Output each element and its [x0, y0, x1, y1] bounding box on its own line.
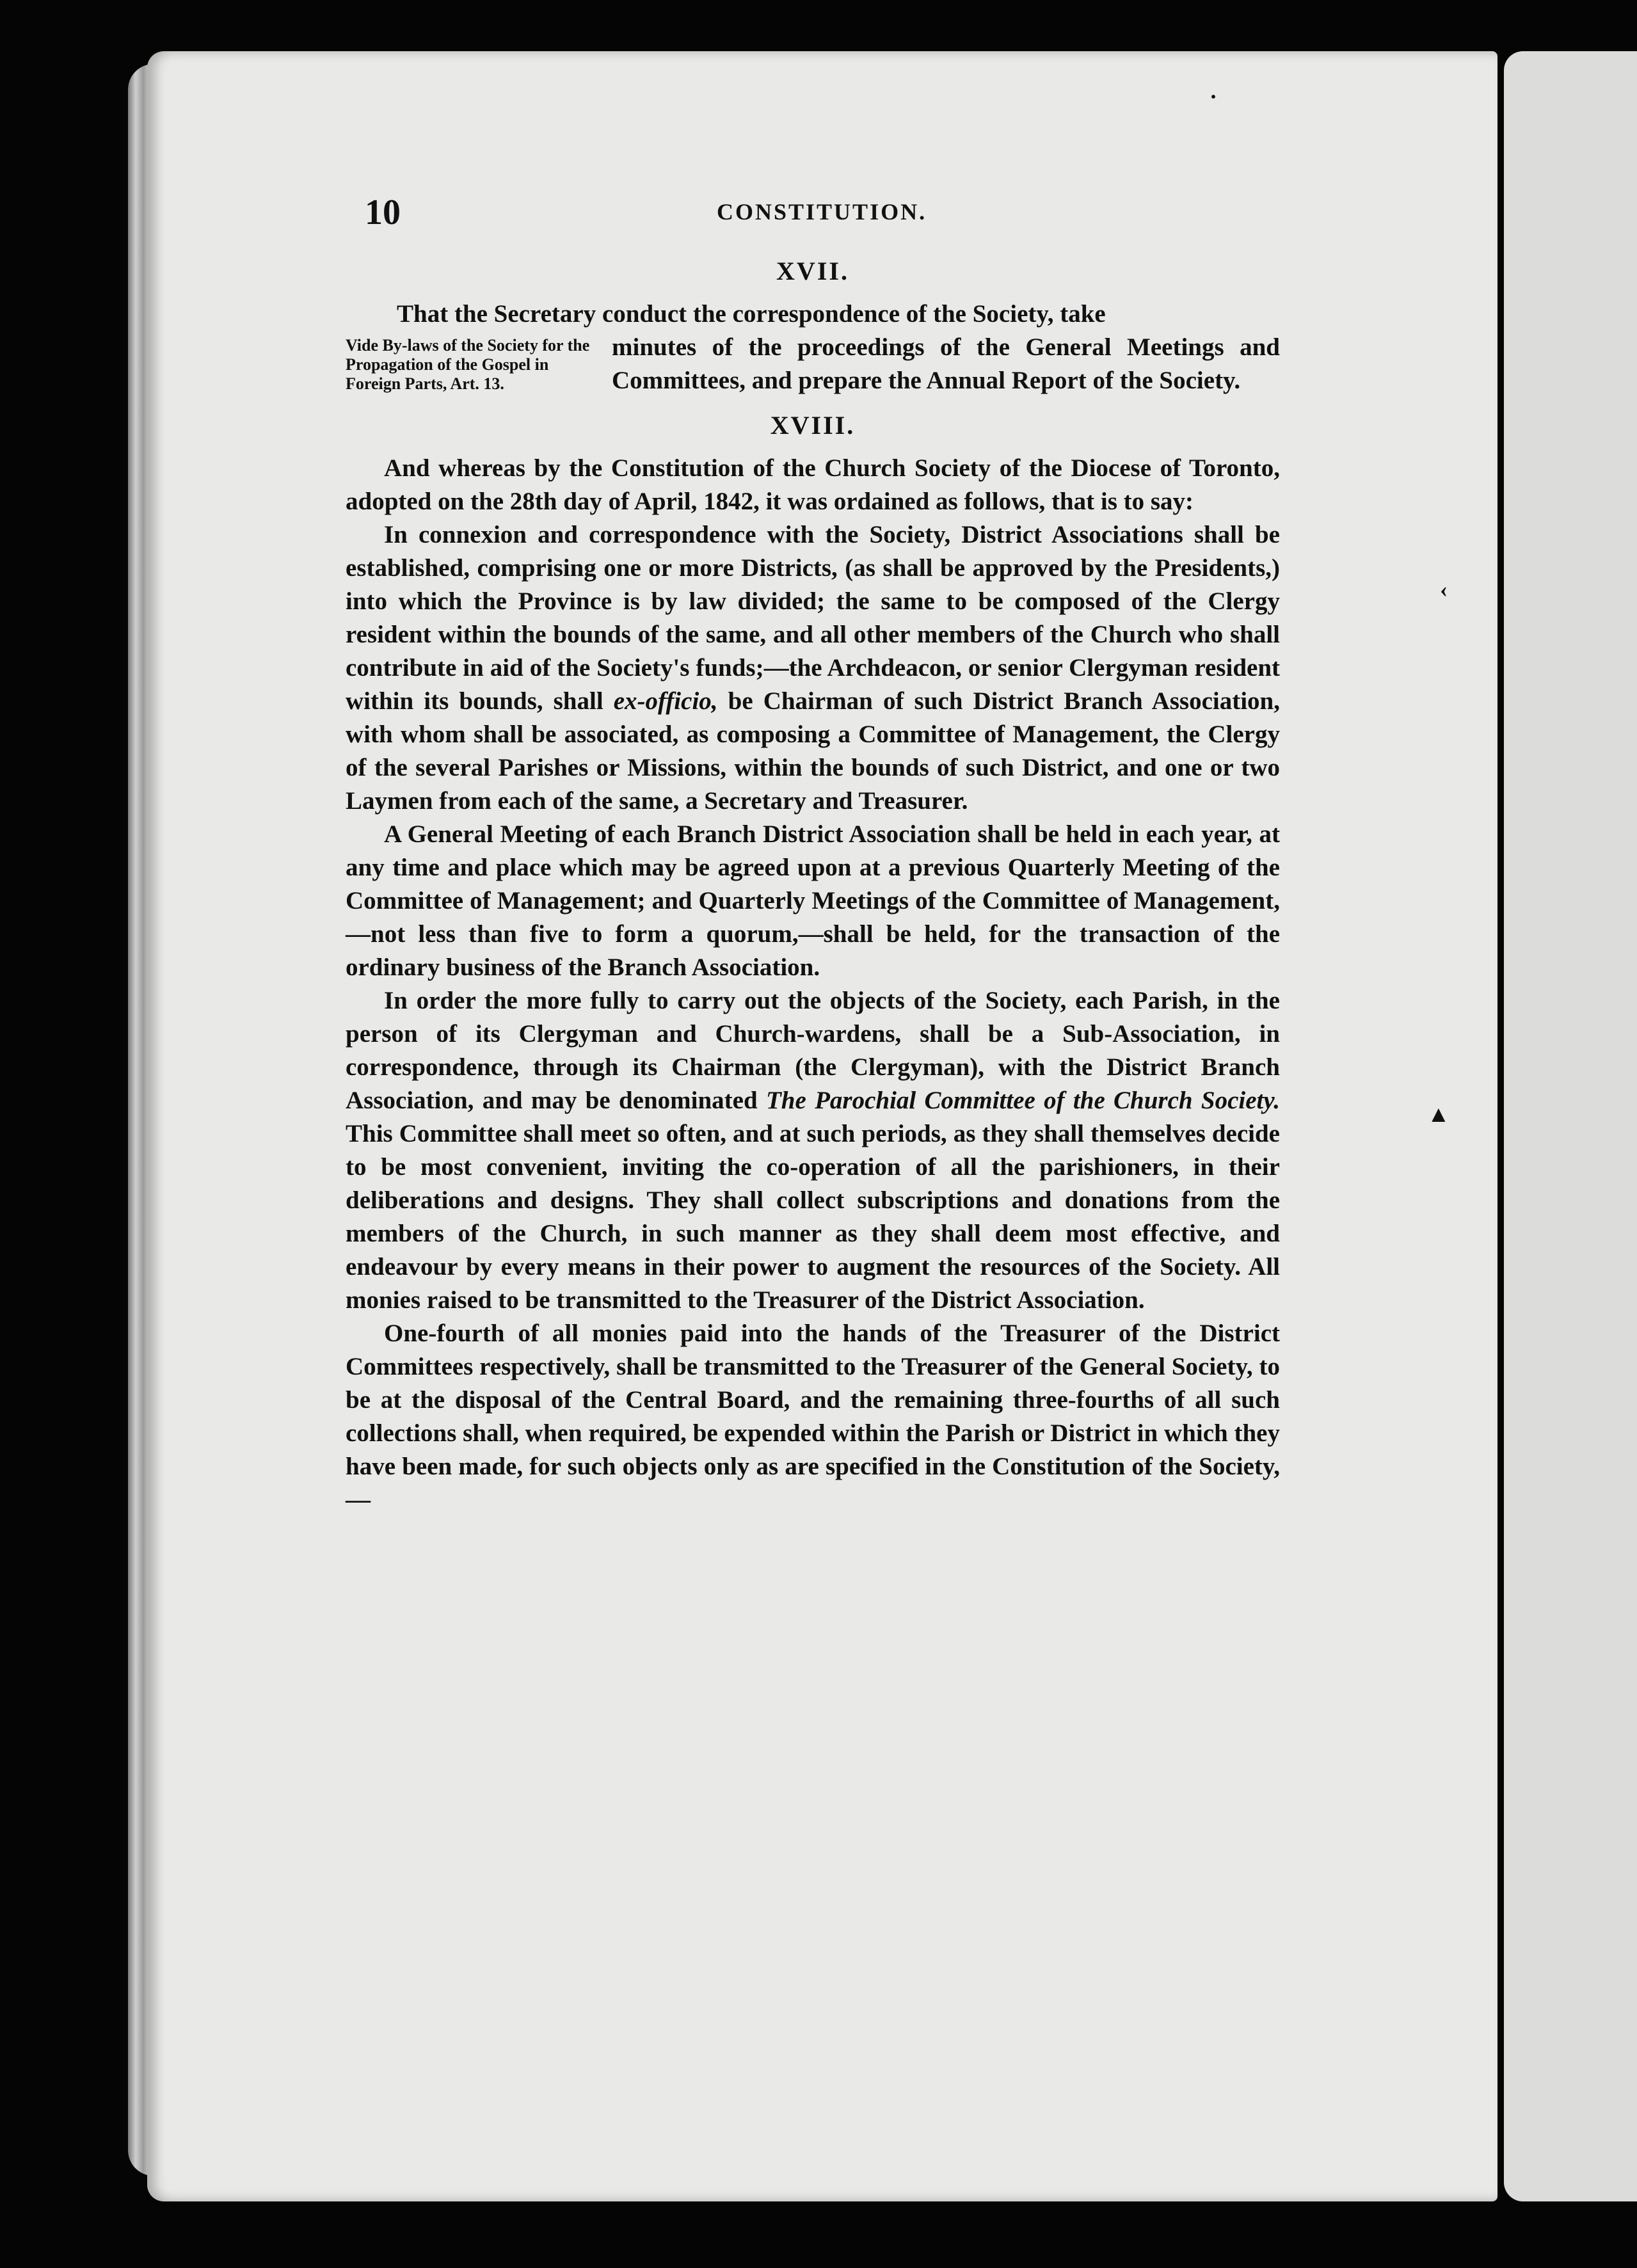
adjacent-page-edge	[1504, 51, 1637, 2201]
paragraph-general-meeting: A General Meeting of each Branch District Association shall be held in each year, at any time and place which may be agreed upon at a previous Quarterly Meeting of the Committee of Management; and Quarterly Meetings of the Committee of Management,—not less than five to form a quorum,—shall be held, for the transaction of the ordinary business of the Branch Association.	[346, 820, 1280, 981]
section-xvii-body: minutes of the proceedings of the General Meetings and Committees, and prepare the Annual Report of the Society.	[612, 333, 1280, 394]
section-xvii-first-line: That the Secretary conduct the correspondence of the Society, take	[397, 300, 1106, 328]
italic-term: The Parochial Committee of the Church Society.	[765, 1087, 1280, 1114]
page-number: 10	[365, 193, 401, 232]
section-heading-xviii: XVIII.	[770, 411, 856, 440]
paragraph-district-associations	[346, 518, 1280, 818]
section-heading-xvii: XVII.	[776, 257, 849, 285]
page-text	[346, 192, 1280, 1517]
scan-speck: ▲	[1427, 1101, 1450, 1127]
paragraph-text: In connexion and correspondence with the Society, District Associations shall be established, comprising one or more Districts, (as shall be approved by the Presidents,) into which the Province is by law divided; the same to be composed of the Clergy resident within the bounds of the same, and all other members of the Church who shall contribute in aid of the Society's funds;—the Archdeacon, or senior Clergyman resident within its bounds, shall	[346, 521, 1280, 715]
paragraph-parish	[346, 984, 1280, 1317]
scan-speck: ·	[1210, 84, 1218, 109]
section-xvii-rest	[346, 331, 1280, 397]
margin-note: Vide By-laws of the Society for the Propagation of the Gospel in Foreign Parts, Art. 13.	[346, 336, 590, 393]
scan-speck: ‹	[1440, 577, 1448, 602]
running-title: CONSTITUTION.	[717, 199, 927, 225]
italic-term: ex-officio,	[613, 687, 718, 715]
paragraph-text: In order the more fully to carry out the objects of the Society, each Parish, in the person of its Clergyman and Church-wardens, shall be a Sub-Association, in correspondence, through its Chairman (the Clergyman), with the District Branch Association, and may be denominated	[346, 987, 1280, 1114]
paragraph-text: This Committee shall meet so often, and at such periods, as they shall themselves decide to be most convenient, inviting the co-operation of all the parishioners, in their deliberations and designs. They shall collect subscriptions and donations from the members of the Church, in such manner as they shall deem most effective, and endeavour by every means in their power to augment the resources of the Society. All monies raised to be transmitted to the Treasurer of the District Association.	[346, 1120, 1280, 1314]
paragraph-one-fourth: One-fourth of all monies paid into the hands of the Treasurer of the District Committees respectively, shall be transmitted to the Treasurer of the General Society, to be at the disposal of the Central Board, and the remaining three-fourths of all such collections shall, when required, be expended within the Parish or District in which they have been made, for such objects only as are specified in the Constitution of the Society,—	[346, 1320, 1280, 1513]
section-xvii	[346, 298, 1280, 397]
running-head	[346, 192, 1280, 243]
paragraph-whereas: And whereas by the Constitution of the Church Society of the Diocese of Toronto, adopted on the 28th day of April, 1842, it was ordained as follows, that is to say:	[346, 454, 1280, 515]
paragraph-text: be Chairman of such District Branch Association, with whom shall be associated, as composing a Committee of Management, the Clergy of the several Parishes or Missions, within the bounds of such District, and one or two Laymen from each of the same, a Secretary and Treasurer.	[346, 687, 1280, 815]
